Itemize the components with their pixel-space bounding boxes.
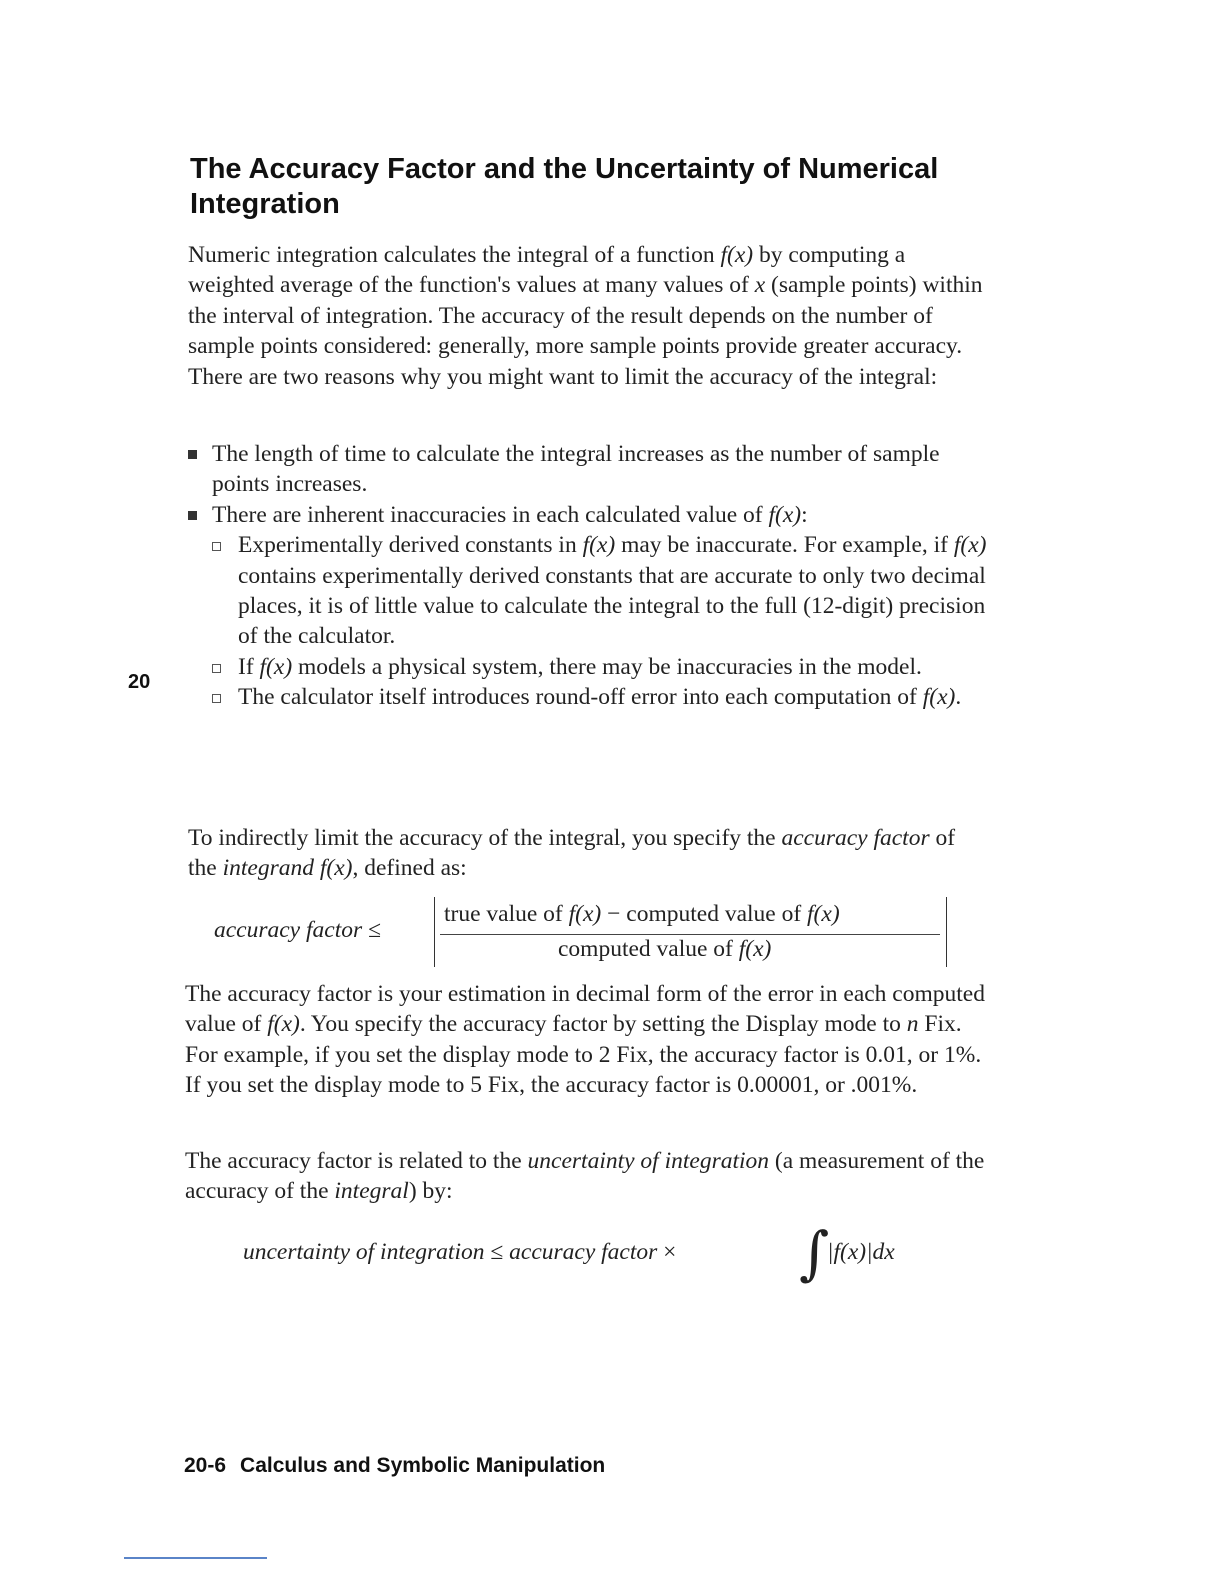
num-text-b: − computed value of	[601, 901, 808, 927]
list-item	[188, 530, 988, 652]
num-fx-2: f(x)	[807, 901, 840, 927]
den-fx: f(x)	[738, 936, 772, 962]
bullet-2-fx: f(x)	[768, 501, 802, 528]
reasons-list	[188, 439, 988, 713]
integral-sign-icon: ∫	[799, 1219, 830, 1287]
heading-line1: The Accuracy Factor and the Uncertainty of Numerical	[190, 153, 939, 185]
sub-2-text-b: models a physical system, there may be inaccuracies in the model.	[292, 653, 922, 680]
list-item	[188, 652, 988, 682]
abs-bar-left	[434, 897, 435, 967]
intro-text-2: by computing a weighted average of the function's values at many values of	[188, 242, 906, 299]
formula1-denominator	[558, 936, 771, 963]
intro-text-1: Numeric integration calculates the integral of a function	[188, 242, 721, 268]
formula2-mid: accuracy factor	[509, 1239, 658, 1265]
relation-paragraph	[185, 1146, 985, 1207]
intro-paragraph	[188, 240, 988, 392]
sub-1-fx-2: f(x)	[953, 532, 987, 559]
formula2-lhs: uncertainty of integration	[243, 1239, 485, 1265]
para4-uncertainty: uncertainty of integration	[527, 1148, 770, 1174]
para2-fx: f(x)	[319, 855, 353, 882]
fraction-line	[440, 934, 940, 935]
abs-bar-right	[946, 897, 947, 967]
sub-3-text-a: The calculator itself introduces round-off error into each computation of	[238, 684, 923, 711]
intro-x: x	[754, 272, 766, 299]
bullet-2-end: :	[801, 501, 808, 528]
formula2-leq: ≤	[484, 1239, 510, 1265]
sub-1-fx-1: f(x)	[582, 532, 616, 559]
sub-1-text-b: may be inaccurate. For example, if	[615, 532, 954, 559]
sub-2-fx: f(x)	[259, 653, 293, 680]
para3-text-3: Fix. For example, if you set the display mode to 2 Fix, the accuracy factor is 0.01, or 1%. If you set the display mode to 5 Fix, the accuracy factor is 0.00001, or .001%.	[185, 1011, 982, 1099]
page-number: 20-6	[184, 1454, 227, 1477]
para4-integral: integral	[334, 1178, 409, 1205]
definition-paragraph	[188, 823, 988, 884]
formula1-lhs: accuracy factor ≤	[214, 917, 381, 943]
sub-1-text-a: Experimentally derived constants in	[238, 532, 583, 559]
para3-fx: f(x)	[267, 1011, 300, 1038]
uncertainty-formula	[243, 1219, 983, 1292]
para2-integrand: integrand	[222, 855, 314, 882]
sub-2-text-a: If	[238, 653, 260, 680]
square-bullet-icon	[188, 450, 197, 459]
para2-accuracy-factor: accuracy factor	[781, 825, 930, 851]
formula2-text	[243, 1239, 676, 1266]
explanation-paragraph	[185, 979, 985, 1101]
chapter-tab: 20	[128, 671, 151, 693]
page-footer	[184, 1454, 605, 1478]
hollow-square-bullet-icon	[212, 694, 221, 703]
num-text-a: true value of	[444, 901, 569, 927]
chapter-title: Calculus and Symbolic Manipulation	[240, 1454, 606, 1477]
hollow-square-bullet-icon	[212, 664, 221, 673]
den-text-a: computed value of	[558, 936, 739, 962]
formula1-numerator	[444, 901, 840, 928]
hollow-square-bullet-icon	[212, 542, 221, 551]
para3-text-2: . You specify the accuracy factor by setting the Display mode to	[299, 1011, 907, 1038]
para2-text-4: , defined as:	[352, 855, 467, 882]
list-item	[188, 439, 988, 500]
para4-text-3: ) by:	[408, 1178, 453, 1205]
section-heading	[190, 152, 1020, 222]
formula2-times: ×	[657, 1239, 677, 1265]
bullet-2-text: There are inherent inaccuracies in each calculated value of	[212, 501, 769, 528]
sub-3-text-b: .	[955, 684, 962, 711]
heading-line2: Integration	[190, 188, 340, 220]
para2-text-1: To indirectly limit the accuracy of the integral, you specify the	[188, 825, 782, 851]
para3-text-1: The accuracy factor is your estimation in decimal form of the error in each computed value of	[185, 981, 985, 1038]
accuracy-factor-formula	[214, 895, 974, 969]
bottom-rule	[124, 1557, 267, 1559]
para4-text-2: (a measurement of the accuracy of the	[185, 1148, 985, 1205]
square-bullet-icon	[188, 511, 197, 520]
intro-fx: f(x)	[720, 242, 754, 268]
sub-3-fx: f(x)	[922, 684, 956, 711]
bullet-1-text: The length of time to calculate the integral increases as the number of sample points increases.	[212, 441, 940, 498]
sub-1-text-c: contains experimentally derived constants that are accurate to only two decimal places, it is of little value to calculate the integral to the full (12-digit) precision of the calculator.	[238, 562, 986, 650]
list-item	[188, 500, 988, 713]
num-fx-1: f(x)	[568, 901, 602, 927]
formula2-integrand: |f(x)|dx	[827, 1239, 895, 1265]
para3-n: n	[906, 1011, 919, 1038]
intro-text-3: (sample points) within the interval of integration. The accuracy of the result depends on the number of sample points considered: generally, more sample points provide greater accuracy. There are two reasons why you might want to limit the accuracy of the integral:	[188, 272, 983, 390]
para4-text-1: The accuracy factor is related to the	[185, 1148, 528, 1174]
para2-text-2: of the	[188, 825, 956, 882]
list-item	[188, 682, 988, 712]
